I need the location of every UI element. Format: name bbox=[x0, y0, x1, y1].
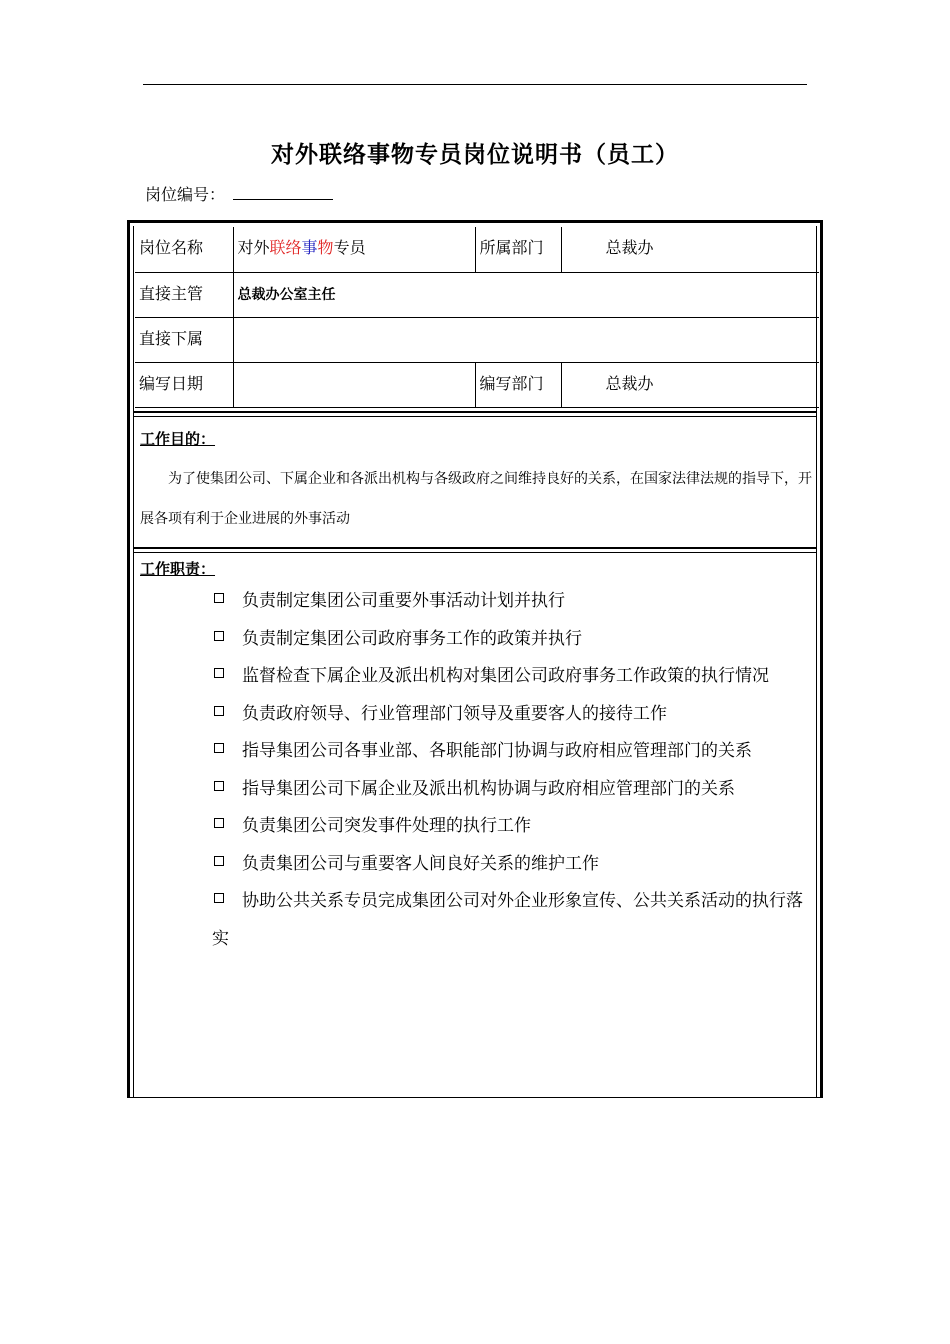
position-code-label: 岗位编号： bbox=[145, 185, 226, 204]
checkbox-bullet-icon bbox=[214, 818, 224, 828]
checkbox-bullet-icon bbox=[214, 893, 224, 903]
table-row bbox=[135, 362, 819, 407]
table-row bbox=[135, 272, 819, 317]
prepared-date-label: 编写日期 bbox=[135, 362, 233, 407]
table-row bbox=[135, 317, 819, 362]
header-rule bbox=[143, 84, 807, 85]
department-value: 总裁办 bbox=[561, 227, 819, 272]
list-item: 协助公共关系专员完成集团公司对外企业形象宣传、公共关系活动的执行落实 bbox=[212, 891, 803, 949]
checkbox-bullet-icon bbox=[214, 743, 224, 753]
position-name-value: 对外联络事物专员 bbox=[233, 227, 475, 272]
prepared-dept-label: 编写部门 bbox=[475, 362, 561, 407]
duties-list bbox=[212, 583, 812, 958]
list-item: 负责集团公司突发事件处理的执行工作 bbox=[212, 808, 812, 846]
duties-heading: 工作职责： bbox=[140, 560, 216, 578]
position-code-line bbox=[145, 182, 333, 205]
direct-subordinate-label: 直接下属 bbox=[135, 317, 233, 362]
purpose-text: 为了使集团公司、下属企业和各派出机构与各级政府之间维持良好的关系，在国家法律法规的指导下，开展各项有利于企业进展的外事活动 bbox=[140, 471, 812, 527]
prepared-dept-value: 总裁办 bbox=[561, 362, 819, 407]
checkbox-bullet-icon bbox=[214, 593, 224, 603]
department-label: 所属部门 bbox=[475, 227, 561, 272]
inner-left-border bbox=[133, 226, 134, 1097]
job-description-form bbox=[127, 220, 823, 1098]
checkbox-bullet-icon bbox=[214, 781, 224, 791]
document-title: 对外联络事物专员岗位说明书（员工） bbox=[271, 142, 679, 168]
list-item: 负责制定集团公司政府事务工作的政策并执行 bbox=[212, 621, 812, 659]
list-item: 负责政府领导、行业管理部门领导及重要客人的接待工作 bbox=[212, 696, 812, 734]
section-divider bbox=[133, 411, 817, 417]
position-name-label: 岗位名称 bbox=[135, 227, 233, 272]
checkbox-bullet-icon bbox=[214, 668, 224, 678]
list-item: 负责制定集团公司重要外事活动计划并执行 bbox=[212, 583, 812, 621]
info-table bbox=[135, 227, 819, 408]
checkbox-bullet-icon bbox=[214, 631, 224, 641]
list-item: 负责集团公司与重要客人间良好关系的维护工作 bbox=[212, 846, 812, 884]
direct-supervisor-label: 直接主管 bbox=[135, 272, 233, 317]
list-item: 指导集团公司下属企业及派出机构协调与政府相应管理部门的关系 bbox=[212, 771, 812, 809]
position-code-blank bbox=[233, 183, 333, 200]
list-item: 监督检查下属企业及派出机构对集团公司政府事务工作政策的执行情况 bbox=[212, 658, 812, 696]
direct-subordinate-value bbox=[233, 317, 819, 362]
section-divider bbox=[133, 547, 817, 553]
checkbox-bullet-icon bbox=[214, 706, 224, 716]
direct-supervisor-value: 总裁办公室主任 bbox=[233, 272, 819, 317]
prepared-date-value bbox=[233, 362, 475, 407]
purpose-heading: 工作目的： bbox=[140, 430, 216, 448]
checkbox-bullet-icon bbox=[214, 856, 224, 866]
list-item: 指导集团公司各事业部、各职能部门协调与政府相应管理部门的关系 bbox=[212, 733, 812, 771]
table-row bbox=[135, 227, 819, 272]
